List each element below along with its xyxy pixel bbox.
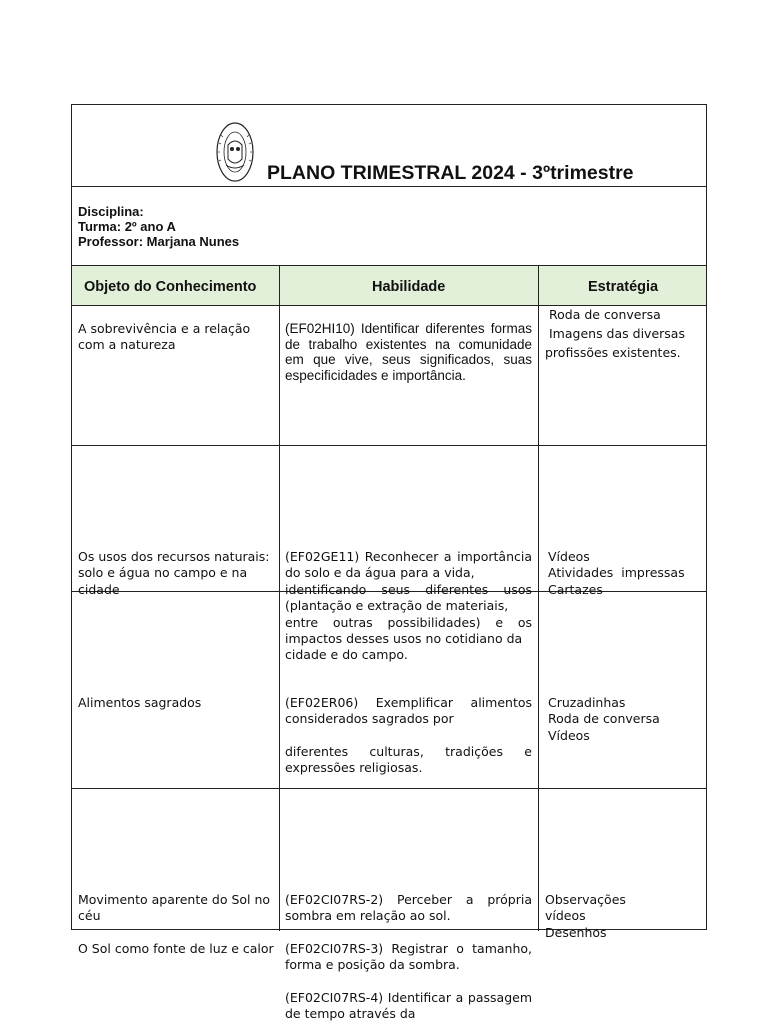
column-header-estrategia: Estratégia — [588, 279, 659, 295]
class-info — [72, 187, 706, 266]
class-label: Turma: 2º ano A — [78, 219, 176, 234]
table-row-estrategia: Observações vídeos Desenhos — [545, 892, 626, 940]
table-row-habilidade: (EF02GE11) Reconhecer a importância do solo e da água para a vida, identificando seus diferentes usos (plantação e extração de materiais, entre outras possibilidades) e os impactos desses usos no cotidiano da cidade e do campo. — [285, 549, 532, 663]
column-divider — [279, 266, 280, 931]
column-divider — [538, 266, 539, 931]
table-row-estrategia: Vídeos Atividades impressas Cartazes — [548, 549, 685, 597]
school-seal-logo — [215, 121, 255, 183]
table-row-habilidade: (EF02HI10) Identificar diferentes formas de trabalho existentes na comunidade em que vive, seus significados, suas especificidades e importância. — [285, 321, 532, 383]
column-header-objeto: Objeto do Conhecimento — [84, 279, 257, 295]
document-title: PLANO TRIMESTRAL 2024 - 3ºtrimestre — [267, 162, 634, 184]
table-row-objeto: Movimento aparente do Sol no céu O Sol como fonte de luz e calor — [78, 892, 274, 956]
discipline-label: Disciplina: — [78, 204, 144, 219]
column-header-habilidade: Habilidade — [372, 279, 446, 295]
table-row-objeto: Alimentos sagrados — [78, 695, 202, 710]
table-header-row — [72, 266, 706, 306]
document-header — [72, 105, 706, 187]
table-row-objeto: Os usos dos recursos naturais: solo e água no campo e na cidade — [78, 549, 270, 597]
row-divider — [72, 445, 706, 446]
table-row-estrategia: Roda de conversa Imagens das diversas profissões existentes. — [545, 307, 685, 360]
plan-document — [71, 104, 707, 1022]
teacher-label: Professor: Marjana Nunes — [78, 234, 240, 249]
table-row-estrategia: Cruzadinhas Roda de conversa Vídeos — [548, 695, 660, 743]
table-row-habilidade: (EF02CI07RS-2) Perceber a própria sombra em relação ao sol. (EF02CI07RS-3) Registrar o tamanho, forma e posição da sombra. (EF02CI07RS-4) Identificar a passagem de tempo através da — [285, 892, 532, 1022]
table-row-habilidade: (EF02ER06) Exemplificar alimentos considerados sagrados por diferentes culturas, tradições e expressões religiosas. — [285, 695, 532, 776]
table-row-objeto: A sobrevivência e a relação com a natureza — [78, 321, 251, 353]
row-divider — [72, 788, 706, 789]
